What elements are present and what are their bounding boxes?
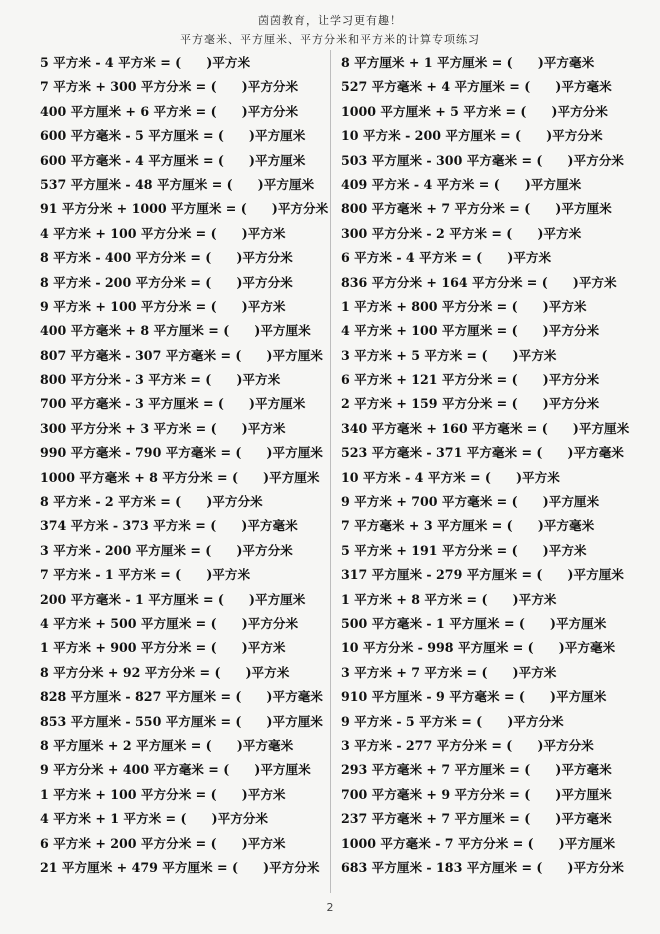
left-exercise-column [40, 51, 329, 880]
exercise-item: 700 平方毫米 - 3 平方厘米 = ( )平方厘米 [40, 396, 306, 412]
exercise-item: 523 平方毫米 - 371 平方毫米 = ( )平方毫米 [341, 445, 624, 461]
exercise-item: 409 平方米 - 4 平方米 = ( )平方厘米 [341, 176, 582, 192]
exercise-item: 21 平方厘米 + 479 平方厘米 = ( )平方分米 [40, 859, 320, 875]
exercise-item: 8 平方厘米 + 1 平方厘米 = ( )平方毫米 [341, 55, 595, 70]
exercise-item: 503 平方厘米 - 300 平方毫米 = ( )平方分米 [341, 152, 624, 168]
exercise-item: 1 平方米 + 900 平方分米 = ( )平方米 [40, 640, 286, 656]
exercise-item: 340 平方毫米 + 160 平方毫米 = ( )平方厘米 [341, 420, 630, 436]
exercise-item: 1000 平方毫米 - 7 平方分米 = ( )平方厘米 [341, 835, 616, 851]
exercise-item: 700 平方毫米 + 9 平方分米 = ( )平方厘米 [341, 786, 612, 802]
exercise-item: 828 平方厘米 - 827 平方厘米 = ( )平方毫米 [40, 689, 323, 705]
exercise-item: 600 平方毫米 - 4 平方厘米 = ( )平方厘米 [40, 152, 306, 168]
exercise-item: 400 平方毫米 + 8 平方厘米 = ( )平方厘米 [40, 323, 311, 339]
exercise-item: 3 平方米 - 200 平方厘米 = ( )平方分米 [40, 542, 293, 558]
exercise-item: 300 平方分米 - 2 平方米 = ( )平方米 [341, 225, 582, 241]
exercise-item: 1000 平方毫米 + 8 平方分米 = ( )平方厘米 [40, 469, 320, 485]
exercise-item: 10 平方分米 - 998 平方厘米 = ( )平方毫米 [341, 640, 616, 656]
worksheet-title: 平方毫米、平方厘米、平方分米和平方米的计算专项练习 [180, 33, 480, 46]
exercise-item: 500 平方毫米 - 1 平方厘米 = ( )平方厘米 [341, 615, 607, 631]
exercise-item: 7 平方毫米 + 3 平方厘米 = ( )平方毫米 [341, 518, 595, 534]
exercise-item: 300 平方分米 + 3 平方米 = ( )平方米 [40, 420, 286, 436]
exercise-item: 5 平方米 + 191 平方分米 = ( )平方米 [341, 542, 587, 558]
exercise-item: 836 平方分米 + 164 平方分米 = ( )平方米 [341, 274, 617, 290]
exercise-item: 8 平方分米 + 92 平方分米 = ( )平方米 [40, 664, 290, 680]
exercise-item: 91 平方分米 + 1000 平方厘米 = ( )平方分米 [40, 201, 329, 217]
header-slogan: 茵茵教育，让学习更有趣！ [258, 14, 402, 27]
exercise-item: 5 平方米 - 4 平方米 = ( )平方米 [40, 55, 251, 70]
exercise-item: 7 平方米 + 300 平方分米 = ( )平方分米 [40, 79, 299, 95]
exercise-item: 4 平方米 + 1 平方米 = ( )平方分米 [40, 811, 268, 827]
exercise-item: 9 平方米 + 100 平方分米 = ( )平方米 [40, 298, 286, 314]
exercise-item: 8 平方厘米 + 2 平方厘米 = ( )平方毫米 [40, 737, 294, 753]
exercise-item: 3 平方米 + 7 平方米 = ( )平方米 [341, 664, 557, 680]
exercise-item: 9 平方米 - 5 平方米 = ( )平方分米 [341, 713, 564, 729]
page-number: 2 [326, 901, 334, 914]
exercise-item: 6 平方米 + 200 平方分米 = ( )平方米 [40, 835, 286, 851]
exercise-item: 537 平方厘米 - 48 平方厘米 = ( )平方厘米 [40, 176, 315, 192]
exercise-item: 374 平方米 - 373 平方米 = ( )平方毫米 [40, 518, 298, 534]
exercise-item: 1 平方米 + 100 平方分米 = ( )平方米 [40, 786, 286, 802]
exercise-item: 237 平方毫米 + 7 平方厘米 = ( )平方毫米 [341, 811, 612, 827]
exercise-item: 800 平方毫米 + 7 平方分米 = ( )平方厘米 [341, 201, 612, 217]
column-divider [330, 50, 331, 893]
exercise-item: 6 平方米 + 121 平方分米 = ( )平方分米 [341, 372, 600, 388]
exercise-item: 8 平方米 - 200 平方分米 = ( )平方分米 [40, 274, 293, 290]
exercise-item: 10 平方米 - 200 平方厘米 = ( )平方分米 [341, 128, 603, 144]
exercise-item: 6 平方米 - 4 平方米 = ( )平方米 [341, 250, 552, 266]
exercise-item: 1000 平方厘米 + 5 平方米 = ( )平方分米 [341, 103, 608, 119]
exercise-item: 990 平方毫米 - 790 平方毫米 = ( )平方厘米 [40, 445, 323, 461]
exercise-item: 600 平方毫米 - 5 平方厘米 = ( )平方厘米 [40, 128, 306, 144]
exercise-item: 4 平方米 + 500 平方厘米 = ( )平方分米 [40, 615, 299, 631]
exercise-item: 4 平方米 + 100 平方厘米 = ( )平方分米 [341, 323, 600, 339]
right-exercise-column [341, 51, 641, 880]
exercise-item: 8 平方米 - 400 平方分米 = ( )平方分米 [40, 250, 293, 266]
exercise-item: 1 平方米 + 8 平方米 = ( )平方米 [341, 591, 557, 607]
exercise-item: 9 平方分米 + 400 平方毫米 = ( )平方厘米 [40, 762, 311, 778]
exercise-item: 853 平方厘米 - 550 平方厘米 = ( )平方厘米 [40, 713, 323, 729]
exercise-item: 317 平方厘米 - 279 平方厘米 = ( )平方厘米 [341, 567, 624, 583]
exercise-item: 527 平方毫米 + 4 平方厘米 = ( )平方毫米 [341, 79, 612, 95]
exercise-item: 8 平方米 - 2 平方米 = ( )平方分米 [40, 494, 263, 510]
exercise-item: 400 平方厘米 + 6 平方米 = ( )平方分米 [40, 103, 299, 119]
exercise-item: 293 平方毫米 + 7 平方厘米 = ( )平方毫米 [341, 762, 612, 778]
exercise-item: 800 平方分米 - 3 平方米 = ( )平方米 [40, 372, 281, 388]
exercise-item: 683 平方厘米 - 183 平方厘米 = ( )平方分米 [341, 859, 624, 875]
exercise-item: 1 平方米 + 800 平方分米 = ( )平方米 [341, 298, 587, 314]
exercise-item: 9 平方米 + 700 平方毫米 = ( )平方厘米 [341, 494, 600, 510]
exercise-item: 910 平方厘米 - 9 平方毫米 = ( )平方厘米 [341, 689, 607, 705]
exercise-item: 4 平方米 + 100 平方分米 = ( )平方米 [40, 225, 286, 241]
exercise-item: 2 平方米 + 159 平方分米 = ( )平方分米 [341, 396, 600, 412]
exercise-item: 10 平方米 - 4 平方米 = ( )平方米 [341, 469, 560, 485]
exercise-item: 7 平方米 - 1 平方米 = ( )平方米 [40, 567, 251, 583]
exercise-item: 3 平方米 - 277 平方分米 = ( )平方分米 [341, 737, 594, 753]
exercise-item: 3 平方米 + 5 平方米 = ( )平方米 [341, 347, 557, 363]
exercise-item: 200 平方毫米 - 1 平方厘米 = ( )平方厘米 [40, 591, 306, 607]
exercise-item: 807 平方毫米 - 307 平方毫米 = ( )平方厘米 [40, 347, 323, 363]
